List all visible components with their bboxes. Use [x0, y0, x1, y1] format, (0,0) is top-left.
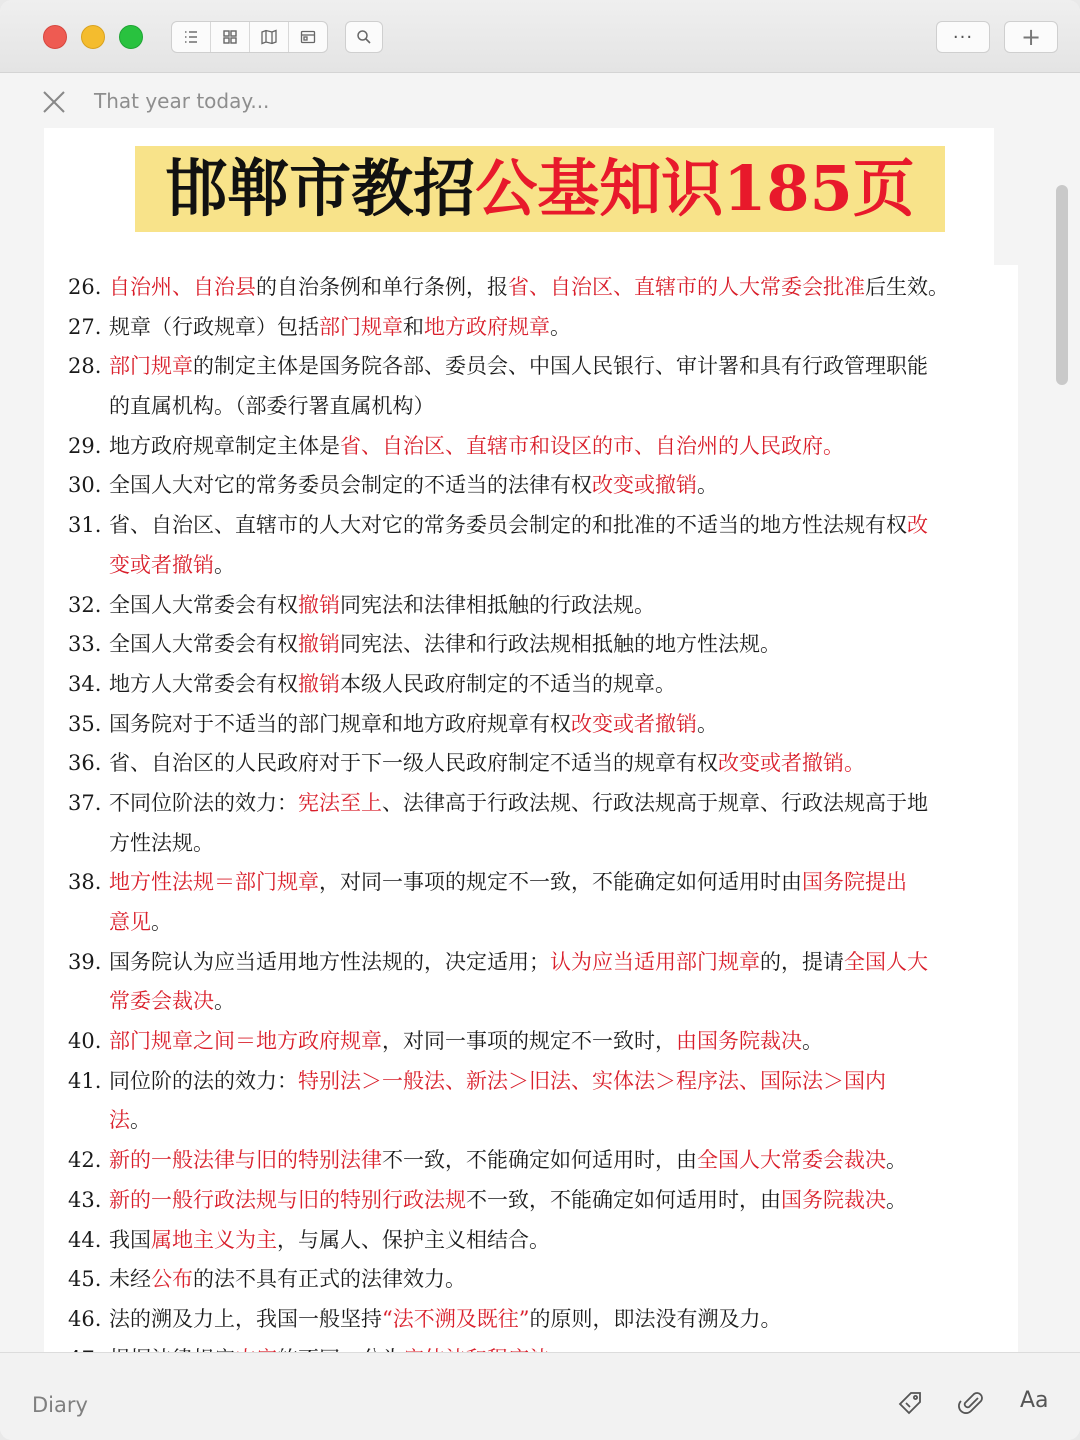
note-number: 41. [68, 1068, 102, 1093]
note-text: 和 [403, 314, 424, 339]
note-number: 45. [68, 1267, 102, 1292]
note-line [68, 863, 988, 903]
highlighted-text: 省、自治区、直辖市的人大常委会批准 [508, 275, 865, 299]
note-text: 全国人大常委会有权 [109, 592, 298, 617]
note-number: 42. [68, 1148, 102, 1173]
highlighted-text: 改变或者撤销。 [718, 751, 865, 776]
note-line [68, 308, 988, 348]
list-view-button[interactable] [172, 22, 211, 52]
entry-content-edge [994, 265, 1018, 1370]
note-line [68, 506, 988, 546]
note-text: 的直属机构。（部委行署直属机构） [109, 394, 435, 419]
grid-icon [221, 28, 239, 46]
highlighted-text: 部门规章 [109, 354, 193, 379]
note-text: 。 [697, 711, 718, 736]
note-text: 。 [214, 552, 235, 577]
note-text: 不同位阶法的效力： [109, 790, 298, 815]
note-text: ，对同一事项的规定不一致，不能确定如何适用时由 [319, 870, 802, 895]
search-button[interactable] [345, 21, 383, 53]
note-text: 的法不具有正式的法律效力。 [193, 1267, 466, 1292]
note-line [68, 427, 988, 467]
highlighted-text: 特别法＞一般法、新法＞旧法、实体法＞程序法、国际法＞国内 [298, 1068, 886, 1093]
paperclip-icon[interactable] [958, 1389, 986, 1417]
note-text: 地方政府规章制定主体是 [109, 433, 340, 458]
note-line [68, 1141, 988, 1181]
highlighted-text: 全国人大 [844, 949, 928, 974]
note-text: 本级人民政府制定的不适当的规章。 [340, 671, 676, 696]
journal-name[interactable]: Diary [32, 1393, 88, 1417]
note-number: 46. [68, 1306, 102, 1331]
close-window-button[interactable] [43, 25, 67, 49]
highlighted-text: 部门规章之间＝地方政府规章 [109, 1029, 382, 1054]
scrollbar-thumb[interactable] [1056, 185, 1068, 385]
note-text: 全国人大常委会有权 [109, 632, 298, 657]
note-text: ，与属人、保护主义相结合。 [277, 1227, 550, 1252]
note-text: 我国 [109, 1227, 151, 1252]
note-line [68, 1181, 988, 1221]
note-text: 同宪法、法律和行政法规相抵触的地方性法规。 [340, 632, 781, 657]
note-number: 38. [68, 870, 102, 895]
note-number: 30. [68, 473, 102, 498]
new-entry-button[interactable]: + [1004, 21, 1058, 53]
note-line [68, 784, 988, 824]
note-line [68, 903, 988, 943]
map-icon [260, 28, 278, 46]
note-number: 28. [68, 354, 102, 379]
calendar-view-button[interactable] [289, 22, 327, 52]
note-text: 全国人大对它的常务委员会制定的不适当的法律有权 [109, 473, 592, 498]
search-icon [355, 28, 373, 46]
note-number: 32. [68, 592, 102, 617]
list-icon [182, 28, 200, 46]
map-view-button[interactable] [250, 22, 289, 52]
note-text: 。 [886, 1148, 907, 1173]
note-text: 方性法规。 [109, 830, 214, 855]
highlighted-text: 撤销 [298, 632, 340, 657]
more-options-button[interactable]: ··· [936, 21, 990, 53]
highlighted-text: 国务院提出 [802, 870, 907, 895]
note-text: 。 [151, 910, 172, 934]
highlighted-text: 常委会裁决 [109, 989, 214, 1014]
note-text: 同位阶的法的效力： [109, 1068, 298, 1093]
highlighted-text: 改变或者撤销 [571, 711, 697, 736]
highlighted-text: 意见 [109, 910, 151, 934]
note-text: 。 [130, 1108, 151, 1133]
grid-view-button[interactable] [211, 22, 250, 52]
font-format-button[interactable]: Aa [1020, 1388, 1049, 1413]
zoom-window-button[interactable] [119, 25, 143, 49]
note-text: 的，提请 [760, 949, 844, 974]
note-text: 省、自治区的人民政府对于下一级人民政府制定不适当的规章有权 [109, 751, 718, 776]
note-number: 31. [68, 513, 102, 538]
note-line [68, 982, 988, 1022]
note-text: 、法律高于行政法规、行政法规高于规章、行政法规高于地 [382, 790, 928, 815]
notes-list [68, 268, 988, 1379]
highlighted-text: 省、自治区、直辖市和设区的市、自治州的人民政府。 [340, 433, 844, 458]
close-entry-icon[interactable] [40, 88, 68, 116]
highlighted-text: 由国务院裁决 [676, 1029, 802, 1054]
highlighted-text: 撤销 [298, 592, 340, 617]
note-text: 后生效。 [865, 275, 949, 299]
highlighted-text: 撤销 [298, 671, 340, 696]
note-number: 37. [68, 790, 102, 815]
note-line [68, 665, 988, 705]
note-line [68, 824, 988, 864]
note-line [68, 466, 988, 506]
note-line [68, 1300, 988, 1340]
note-text: 的制定主体是国务院各部、委员会、中国人民银行、审计署和具有行政管理职能 [193, 354, 928, 379]
highlighted-text: 新的一般法律与旧的特别法律 [109, 1148, 382, 1173]
highlighted-text: 变或者撤销 [109, 552, 214, 577]
highlighted-text: 地方政府规章 [424, 314, 550, 339]
note-text: 规章（行政规章）包括 [109, 314, 319, 339]
note-line [68, 546, 988, 586]
highlighted-text: 地方性法规＝部门规章 [109, 870, 319, 895]
note-text: 国务院认为应当适用地方性法规的，决定适用； [109, 949, 550, 974]
note-text: 。 [214, 989, 235, 1014]
highlighted-text: 自治州、自治县 [109, 275, 256, 299]
highlighted-text: 改 [907, 513, 928, 538]
note-number: 44. [68, 1227, 102, 1252]
note-text: 地方人大常委会有权 [109, 671, 298, 696]
note-line [68, 268, 988, 308]
title-bar [0, 0, 1080, 73]
minimize-window-button[interactable] [81, 25, 105, 49]
highlighted-text: 新的一般行政法规与旧的特别行政法规 [109, 1187, 466, 1212]
note-number: 29. [68, 433, 102, 458]
note-line [68, 387, 988, 427]
note-line [68, 1022, 988, 1062]
note-text: 省、自治区、直辖市的人大对它的常务委员会制定的和批准的不适当的地方性法规有权 [109, 513, 907, 538]
note-line [68, 625, 988, 665]
highlighted-text: 全国人大常委会裁决 [697, 1148, 886, 1173]
highlighted-text: 认为应当适用部门规章 [550, 949, 760, 974]
note-text: 同宪法和法律相抵触的行政法规。 [340, 592, 655, 617]
highlighted-text: 部门规章 [319, 314, 403, 339]
highlighted-text: 法 [109, 1108, 130, 1133]
highlighted-text: 国务院裁决 [781, 1187, 886, 1212]
note-number: 35. [68, 711, 102, 736]
note-line [68, 586, 988, 626]
banner-title-black: 邯郸市教招 [165, 152, 476, 225]
view-switcher [171, 21, 328, 53]
highlighted-text: 公布 [151, 1267, 193, 1292]
note-line [68, 1101, 988, 1141]
note-line [68, 1062, 988, 1102]
note-text: 。 [550, 314, 571, 339]
note-line [68, 1221, 988, 1261]
note-number: 40. [68, 1029, 102, 1054]
note-text: 。 [886, 1187, 907, 1212]
banner-title-red: 公基知识185页 [475, 152, 915, 225]
note-text: 的原则，即法没有溯及力。 [529, 1306, 782, 1331]
note-line [68, 347, 988, 387]
highlighted-text: 属地主义为主 [151, 1227, 277, 1252]
note-text: 不一致，不能确定如何适用时，由 [466, 1187, 781, 1212]
note-text: 法的溯及力上，我国一般坚持 [109, 1306, 382, 1331]
note-number: 33. [68, 632, 102, 657]
highlighted-text: “法不溯及既往” [382, 1306, 530, 1331]
note-text: 国务院对于不适当的部门规章和地方政府规章有权 [109, 711, 571, 736]
note-number: 36. [68, 751, 102, 776]
note-number: 27. [68, 314, 102, 339]
tag-icon[interactable] [896, 1389, 924, 1417]
image-banner [135, 146, 945, 232]
highlighted-text: 改变或撤销 [592, 473, 697, 498]
note-line [68, 705, 988, 745]
note-number: 26. [68, 275, 102, 299]
calendar-icon [299, 28, 317, 46]
note-number: 39. [68, 949, 102, 974]
note-text: 。 [697, 473, 718, 498]
note-text: 不一致，不能确定如何适用时，由 [382, 1148, 697, 1173]
note-line [68, 744, 988, 784]
note-text: 的自治条例和单行条例，报 [256, 275, 508, 299]
note-number: 34. [68, 671, 102, 696]
note-text: ，对同一事项的规定不一致时， [382, 1029, 676, 1054]
note-number: 43. [68, 1187, 102, 1212]
note-text: 。 [802, 1029, 823, 1054]
note-line [68, 1260, 988, 1300]
entry-title-field[interactable]: That year today... [94, 89, 270, 113]
note-text: 未经 [109, 1267, 151, 1292]
note-line [68, 943, 988, 983]
highlighted-text: 宪法至上 [298, 790, 382, 815]
